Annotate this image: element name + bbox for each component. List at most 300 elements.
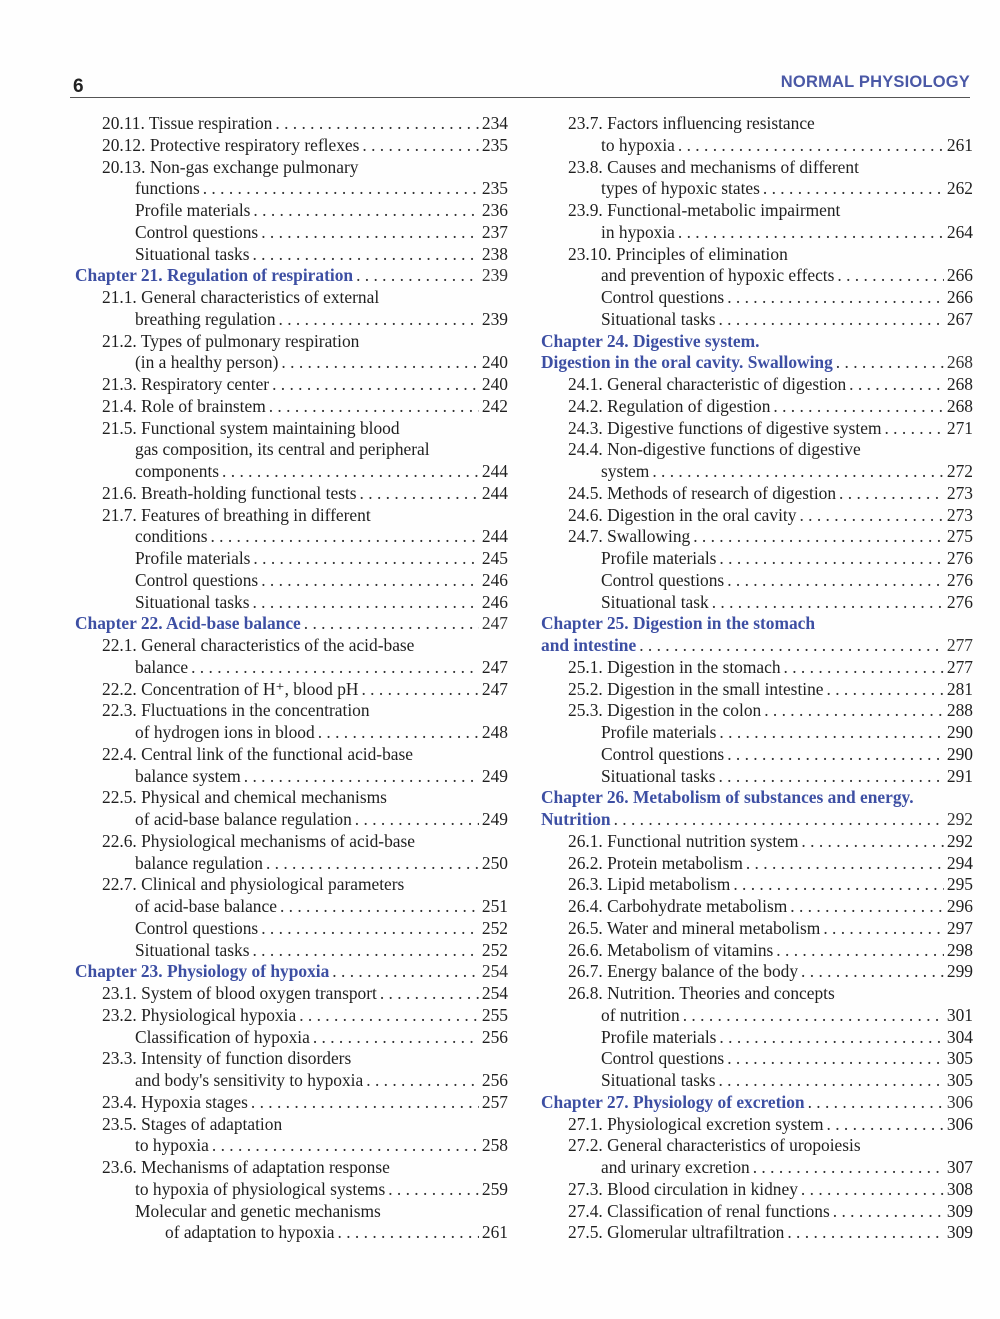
toc-entry[interactable] — [541, 1135, 973, 1157]
dot-leader — [210, 526, 478, 548]
toc-page-number: 281 — [946, 678, 973, 699]
dot-leader — [712, 592, 944, 614]
toc-entry-title: 26.8. Nutrition. Theories and concepts — [568, 983, 835, 1003]
toc-entry[interactable] — [541, 940, 973, 962]
dot-leader — [318, 722, 479, 744]
dot-leader — [261, 570, 479, 592]
toc-entry-title: 20.12. Protective respiratory reflexes — [102, 134, 360, 155]
toc-entry[interactable] — [75, 831, 508, 853]
toc-entry-title: Chapter 24. Digestive system. — [541, 330, 760, 351]
toc-page-number: 296 — [946, 896, 973, 916]
toc-page-number: 288 — [946, 700, 973, 721]
dot-leader — [261, 222, 479, 244]
toc-entry-title: Situational tasks — [601, 1070, 716, 1090]
toc-entry-title: 26.5. Water and mineral metabolism — [568, 917, 821, 938]
toc-entry[interactable] — [541, 1005, 973, 1027]
toc-entry-title: Chapter 26. Metabolism of substances and energy. — [541, 787, 914, 808]
toc-entry[interactable] — [541, 526, 973, 548]
toc-page-number: 294 — [946, 852, 973, 873]
toc-entry[interactable] — [541, 1048, 973, 1070]
toc-entry[interactable] — [75, 679, 508, 701]
dot-leader — [361, 679, 478, 701]
dot-leader — [253, 200, 478, 222]
dot-leader — [839, 483, 944, 505]
dot-leader — [746, 853, 944, 875]
toc-entry-title: 24.3. Digestive functions of digestive system — [568, 417, 882, 438]
dot-leader — [683, 1005, 944, 1027]
toc-entry[interactable] — [75, 439, 508, 461]
toc-entry[interactable] — [541, 1157, 973, 1179]
toc-entry[interactable] — [541, 1070, 973, 1092]
dot-leader — [275, 113, 479, 135]
toc-entry-title: 27.1. Physiological excretion system — [568, 1113, 824, 1134]
toc-chapter-heading[interactable] — [75, 961, 508, 983]
toc-entry-title: 26.4. Carbohydrate metabolism — [568, 896, 788, 916]
toc-entry[interactable] — [75, 396, 508, 418]
toc-entry-title: of nutrition — [601, 1004, 680, 1025]
toc-entry-title: 20.13. Non-gas exchange pulmonary — [102, 156, 359, 177]
toc-page-number: 277 — [946, 656, 973, 677]
toc-entry[interactable] — [541, 700, 973, 722]
toc-entry-title: 22.7. Clinical and physiological parameters — [102, 874, 405, 895]
toc-entry-title: 23.6. Mechanisms of adaptation response — [102, 1157, 390, 1177]
toc-entry[interactable] — [75, 744, 508, 766]
toc-entry-title: 23.1. System of blood oxygen transport — [102, 983, 377, 1003]
toc-entry[interactable] — [75, 896, 508, 918]
toc-entry[interactable] — [541, 1114, 973, 1136]
dot-leader — [304, 613, 479, 635]
dot-leader — [884, 418, 943, 440]
dot-leader — [719, 548, 943, 570]
toc-entry[interactable] — [75, 635, 508, 657]
toc-entry[interactable] — [541, 592, 973, 614]
toc-page-number: 273 — [946, 504, 973, 525]
toc-entry[interactable] — [75, 352, 508, 374]
toc-page-number: 277 — [946, 635, 973, 655]
toc-entry-title: conditions — [135, 526, 208, 547]
toc-entry-title: balance — [135, 656, 189, 677]
toc-entry-title: 23.10. Principles of elimination — [568, 243, 788, 264]
toc-page-number: 290 — [946, 722, 973, 742]
toc-entry[interactable] — [541, 853, 973, 875]
dot-leader — [823, 918, 944, 940]
toc-entry-title: balance regulation — [135, 852, 263, 873]
toc-entry[interactable] — [75, 700, 508, 722]
toc-chapter-heading[interactable] — [75, 613, 508, 635]
toc-entry-title: 27.2. General characteristics of uropoiesis — [568, 1135, 861, 1156]
dot-leader — [678, 222, 944, 244]
toc-entry[interactable] — [75, 918, 508, 940]
toc-page-number: 266 — [946, 265, 973, 286]
toc-entry-title: Nutrition — [541, 809, 611, 829]
toc-page-number: 305 — [946, 1048, 973, 1069]
toc-page-number: 234 — [481, 113, 508, 133]
toc-entry-title: 21.1. General characteristics of external — [102, 287, 380, 307]
toc-entry[interactable] — [75, 592, 508, 614]
dot-leader — [678, 135, 944, 157]
toc-entry-title: Chapter 21. Regulation of respiration — [75, 265, 354, 286]
toc-page-number: 261 — [481, 1222, 508, 1243]
toc-entry[interactable] — [541, 744, 973, 766]
toc-entry[interactable] — [541, 961, 973, 983]
toc-page-number: 246 — [481, 591, 508, 612]
toc-entry-title: Situational task — [601, 591, 709, 612]
dot-leader — [718, 309, 943, 331]
toc-entry-title: 22.2. Concentration of H⁺, blood pH — [102, 678, 359, 699]
toc-entry-title: Digestion in the oral cavity. Swallowing — [541, 352, 833, 373]
toc-page-number: 236 — [481, 200, 508, 220]
toc-page-number: 235 — [481, 178, 508, 199]
toc-entry[interactable] — [541, 222, 973, 244]
toc-page-number: 247 — [481, 613, 508, 634]
toc-entry[interactable] — [75, 244, 508, 266]
toc-entry[interactable] — [541, 874, 973, 896]
toc-entry[interactable] — [75, 983, 508, 1005]
toc-entry[interactable] — [75, 157, 508, 179]
toc-page-number: 244 — [481, 482, 508, 503]
toc-page-number: 252 — [481, 917, 508, 938]
toc-entry[interactable] — [75, 483, 508, 505]
toc-entry[interactable] — [75, 787, 508, 809]
toc-entry-title: 24.7. Swallowing — [568, 526, 691, 547]
toc-entry-title: to hypoxia of physiological systems — [135, 1178, 386, 1199]
toc-entry-title: 25.2. Digestion in the small intestine — [568, 678, 824, 699]
toc-entry[interactable] — [75, 1201, 508, 1223]
running-title: NORMAL PHYSIOLOGY — [780, 73, 970, 91]
toc-entry-title: Situational tasks — [135, 939, 250, 960]
toc-entry[interactable] — [75, 766, 508, 788]
toc-page-number: 276 — [946, 591, 973, 612]
toc-entry[interactable] — [75, 874, 508, 896]
toc-entry[interactable] — [541, 548, 973, 570]
dot-leader — [718, 1070, 943, 1092]
toc-entry-title: Situational tasks — [601, 308, 716, 329]
dot-leader — [252, 940, 478, 962]
toc-entry-title: and urinary excretion — [601, 1157, 750, 1177]
toc-entry-title: and body's sensitivity to hypoxia — [135, 1070, 364, 1090]
toc-entry[interactable] — [541, 135, 973, 157]
toc-page-number: 292 — [946, 830, 973, 851]
toc-entry[interactable] — [541, 287, 973, 309]
toc-entry-title: 27.4. Classification of renal functions — [568, 1200, 830, 1221]
toc-entry[interactable] — [75, 809, 508, 831]
toc-entry[interactable] — [541, 265, 973, 287]
toc-entry[interactable] — [75, 570, 508, 592]
toc-entry-title: 24.1. General characteristic of digestion — [568, 374, 847, 394]
toc-entry[interactable] — [541, 1222, 973, 1244]
toc-page-number: 272 — [946, 461, 973, 481]
toc-page-number: 299 — [946, 961, 973, 982]
toc-page-number: 271 — [946, 417, 973, 438]
toc-right-column — [541, 113, 973, 1244]
toc-entry-title: 23.2. Physiological hypoxia — [102, 1004, 297, 1025]
toc-page-number: 304 — [946, 1026, 973, 1047]
toc-page-number: 245 — [481, 548, 508, 568]
toc-entry-title: Molecular and genetic mechanisms — [135, 1200, 381, 1221]
dot-leader — [212, 1135, 479, 1157]
dot-leader — [727, 1048, 944, 1070]
toc-entry[interactable] — [75, 940, 508, 962]
toc-chapter-heading[interactable] — [541, 635, 973, 657]
dot-leader — [801, 961, 944, 983]
dot-leader — [808, 1092, 944, 1114]
toc-page-number: 252 — [481, 939, 508, 960]
toc-page-number: 267 — [946, 308, 973, 329]
toc-page-number: 295 — [946, 874, 973, 895]
toc-page-number: 247 — [481, 656, 508, 677]
toc-entry[interactable] — [75, 1070, 508, 1092]
toc-entry-title: 23.4. Hypoxia stages — [102, 1091, 248, 1112]
dot-leader — [827, 1114, 944, 1136]
dot-leader — [776, 940, 944, 962]
toc-entry-title: balance system — [135, 765, 241, 786]
toc-page-number: 292 — [946, 809, 973, 829]
toc-chapter-heading[interactable] — [541, 331, 973, 353]
dot-leader — [727, 570, 944, 592]
toc-entry-title: Chapter 22. Acid-base balance — [75, 613, 301, 634]
dot-leader — [787, 1222, 944, 1244]
toc-entry-title: 22.1. General characteristics of the acid-base — [102, 635, 415, 655]
toc-entry-title: Situational tasks — [135, 243, 250, 264]
toc-page-number: 261 — [946, 134, 973, 155]
toc-entry-title: 23.3. Intensity of function disorders — [102, 1048, 352, 1069]
toc-page-number: 259 — [481, 1178, 508, 1199]
toc-entry-title: 24.6. Digestion in the oral cavity — [568, 504, 797, 525]
toc-page-number: 298 — [946, 939, 973, 960]
toc-entry-title: 25.3. Digestion in the colon — [568, 700, 762, 721]
toc-entry[interactable] — [541, 157, 973, 179]
toc-entry[interactable] — [75, 1135, 508, 1157]
toc-entry[interactable] — [75, 418, 508, 440]
toc-entry-title: 24.4. Non-digestive functions of digestive — [568, 439, 861, 460]
toc-entry-title: and prevention of hypoxic effects — [601, 265, 835, 286]
toc-entry[interactable] — [75, 526, 508, 548]
toc-page-number: 257 — [481, 1091, 508, 1112]
toc-entry-title: (in a healthy person) — [135, 352, 279, 373]
toc-entry[interactable] — [75, 657, 508, 679]
toc-entry-title: 27.3. Blood circulation in kidney — [568, 1178, 798, 1199]
toc-page-number: 305 — [946, 1070, 973, 1090]
toc-entry[interactable] — [541, 113, 973, 135]
dot-leader — [727, 744, 944, 766]
toc-page-number: 290 — [946, 743, 973, 764]
toc-entry[interactable] — [541, 570, 973, 592]
toc-entry-title: Situational tasks — [135, 591, 250, 612]
toc-chapter-heading[interactable] — [541, 352, 973, 374]
toc-entry[interactable] — [541, 483, 973, 505]
toc-entry-title: 23.9. Functional-metabolic impairment — [568, 200, 841, 220]
dot-leader — [764, 700, 944, 722]
toc-chapter-heading[interactable] — [541, 1092, 973, 1114]
dot-leader — [719, 722, 943, 744]
toc-chapter-heading[interactable] — [541, 613, 973, 635]
header-rule — [70, 97, 970, 98]
dot-leader — [203, 178, 479, 200]
toc-entry[interactable] — [75, 853, 508, 875]
toc-entry[interactable] — [541, 309, 973, 331]
dot-leader — [763, 178, 944, 200]
dot-leader — [652, 461, 944, 483]
toc-entry-title: Control questions — [135, 917, 259, 938]
dot-leader — [836, 352, 944, 374]
toc-entry-title: 20.11. Tissue respiration — [102, 113, 273, 133]
dot-leader — [693, 526, 944, 548]
dot-leader — [753, 1157, 944, 1179]
toc-page-number: 249 — [481, 809, 508, 829]
toc-entry-title: Profile materials — [601, 1026, 717, 1047]
dot-leader — [833, 1201, 944, 1223]
toc-entry[interactable] — [541, 766, 973, 788]
toc-entry-title: Control questions — [601, 287, 725, 307]
toc-page-number: 309 — [946, 1222, 973, 1243]
toc-entry[interactable] — [75, 222, 508, 244]
toc-page-number: 268 — [946, 395, 973, 416]
toc-page-number: 301 — [946, 1004, 973, 1025]
toc-entry-title: 21.2. Types of pulmonary respiration — [102, 330, 360, 351]
dot-leader — [719, 1027, 943, 1049]
toc-entry[interactable] — [75, 1048, 508, 1070]
toc-entry-title: 22.4. Central link of the functional acid-base — [102, 743, 414, 764]
toc-entry[interactable] — [541, 505, 973, 527]
dot-leader — [639, 635, 944, 657]
toc-entry[interactable] — [541, 461, 973, 483]
toc-entry[interactable] — [75, 1157, 508, 1179]
dot-leader — [281, 352, 478, 374]
toc-page-number: 254 — [481, 961, 508, 982]
dot-leader — [362, 135, 479, 157]
toc-entry-title: Profile materials — [135, 548, 251, 568]
toc-entry[interactable] — [75, 374, 508, 396]
toc-entry-title: 26.6. Metabolism of vitamins — [568, 939, 774, 960]
toc-entry[interactable] — [75, 309, 508, 331]
toc-entry[interactable] — [541, 374, 973, 396]
toc-page-number: 273 — [946, 482, 973, 503]
toc-left-column — [75, 113, 508, 1244]
toc-entry[interactable] — [541, 178, 973, 200]
toc-entry[interactable] — [541, 896, 973, 918]
toc-page-number: 235 — [481, 134, 508, 155]
dot-leader — [380, 983, 479, 1005]
toc-entry[interactable] — [541, 418, 973, 440]
dot-leader — [849, 374, 944, 396]
toc-entry[interactable] — [75, 200, 508, 222]
toc-entry[interactable] — [541, 200, 973, 222]
toc-page-number: 256 — [481, 1026, 508, 1047]
toc-entry[interactable] — [75, 287, 508, 309]
toc-entry[interactable] — [541, 722, 973, 744]
toc-entry[interactable] — [75, 1092, 508, 1114]
toc-page-number: 239 — [481, 308, 508, 329]
toc-entry-title: Situational tasks — [601, 765, 716, 786]
toc-entry-title: 24.2. Regulation of digestion — [568, 395, 771, 416]
toc-entry[interactable] — [75, 1179, 508, 1201]
dot-leader — [253, 548, 478, 570]
toc-entry[interactable] — [75, 178, 508, 200]
toc-entry-title: in hypoxia — [601, 221, 675, 242]
toc-entry[interactable] — [75, 505, 508, 527]
toc-entry[interactable] — [541, 657, 973, 679]
toc-chapter-heading[interactable] — [541, 787, 973, 809]
toc-entry[interactable] — [75, 135, 508, 157]
toc-entry[interactable] — [75, 1005, 508, 1027]
toc-page-number: 238 — [481, 243, 508, 264]
toc-entry[interactable] — [541, 918, 973, 940]
toc-entry[interactable] — [541, 1201, 973, 1223]
dot-leader — [356, 265, 479, 287]
dot-leader — [733, 874, 944, 896]
toc-entry[interactable] — [541, 983, 973, 1005]
toc-entry[interactable] — [541, 831, 973, 853]
toc-page-number: 256 — [481, 1070, 508, 1090]
toc-page-number: 262 — [946, 178, 973, 199]
toc-page-number: 264 — [946, 221, 973, 242]
toc-entry[interactable] — [75, 113, 508, 135]
toc-entry-title: 25.1. Digestion in the stomach — [568, 656, 781, 677]
toc-page-number: 276 — [946, 548, 973, 568]
toc-entry[interactable] — [75, 1114, 508, 1136]
dot-leader — [251, 1092, 479, 1114]
toc-entry[interactable] — [75, 1027, 508, 1049]
toc-entry-title: types of hypoxic states — [601, 178, 760, 199]
dot-leader — [360, 483, 479, 505]
dot-leader — [614, 809, 944, 831]
toc-page-number: 297 — [946, 917, 973, 938]
dot-leader — [222, 461, 479, 483]
dot-leader — [827, 679, 944, 701]
toc-entry[interactable] — [75, 722, 508, 744]
toc-entry[interactable] — [541, 1179, 973, 1201]
toc-entry[interactable] — [541, 439, 973, 461]
toc-entry[interactable] — [75, 461, 508, 483]
toc-page-number: 254 — [481, 983, 508, 1003]
toc-page-number: 250 — [481, 852, 508, 873]
toc-page-number: 240 — [481, 374, 508, 394]
toc-page-number: 248 — [481, 722, 508, 742]
toc-entry-title: Profile materials — [135, 200, 251, 220]
toc-entry[interactable] — [75, 1222, 508, 1244]
toc-entry-title: Control questions — [135, 221, 259, 242]
toc-entry[interactable] — [541, 679, 973, 701]
toc-page-number: 237 — [481, 221, 508, 242]
toc-entry-title: 22.6. Physiological mechanisms of acid-base — [102, 830, 415, 851]
toc-entry-title: and intestine — [541, 635, 637, 655]
toc-entry[interactable] — [541, 244, 973, 266]
toc-entry[interactable] — [541, 1027, 973, 1049]
toc-entry-title: Profile materials — [601, 548, 717, 568]
toc-page-number: 306 — [946, 1113, 973, 1134]
toc-page-number: 309 — [946, 1200, 973, 1221]
toc-page-number: 266 — [946, 287, 973, 307]
dot-leader — [279, 309, 479, 331]
toc-entry-title: 26.2. Protein metabolism — [568, 852, 743, 873]
dot-leader — [388, 1179, 479, 1201]
toc-page-number: 244 — [481, 461, 508, 481]
toc-entry[interactable] — [75, 331, 508, 353]
toc-entry[interactable] — [541, 396, 973, 418]
toc-chapter-heading[interactable] — [541, 809, 973, 831]
toc-chapter-heading[interactable] — [75, 265, 508, 287]
dot-leader — [801, 831, 943, 853]
dot-leader — [313, 1027, 479, 1049]
dot-leader — [338, 1222, 479, 1244]
toc-entry-title: gas composition, its central and peripheral — [135, 439, 430, 460]
toc-entry-title: 23.7. Factors influencing resistance — [568, 113, 815, 133]
dot-leader — [261, 918, 479, 940]
dot-leader — [191, 657, 479, 679]
toc-entry[interactable] — [75, 548, 508, 570]
toc-entry-title: Chapter 23. Physiology of hypoxia — [75, 961, 330, 982]
toc-page-number: 276 — [946, 569, 973, 590]
